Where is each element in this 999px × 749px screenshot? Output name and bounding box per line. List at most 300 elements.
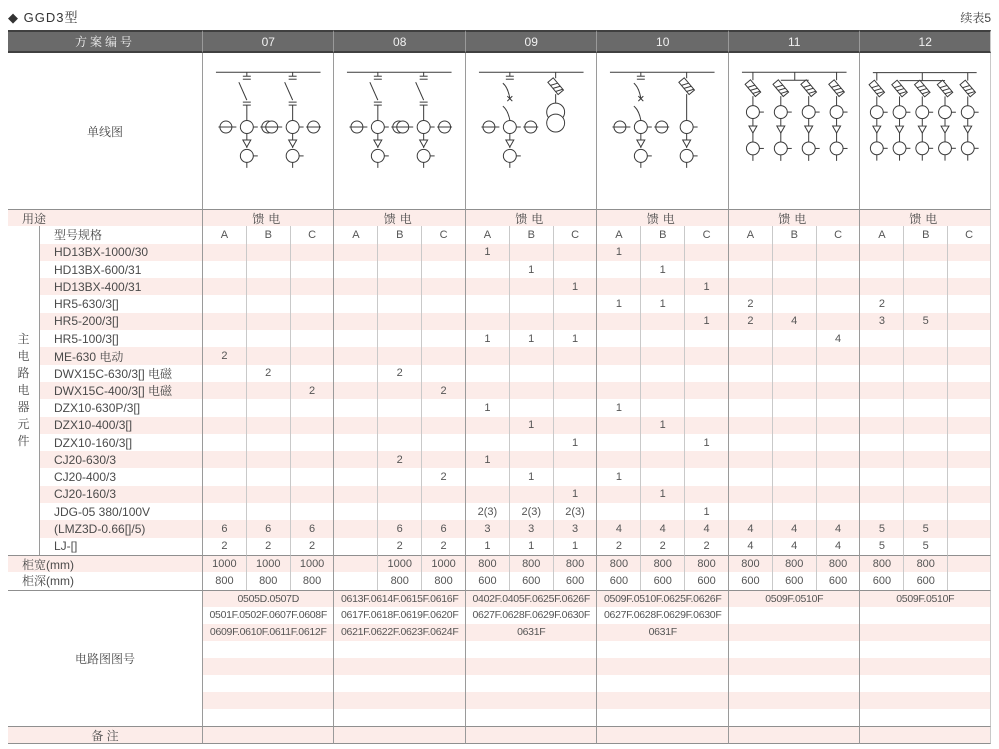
subcol-header-B: B xyxy=(246,226,290,243)
value-cell xyxy=(859,451,903,468)
value-cell xyxy=(202,503,246,520)
value-cell xyxy=(465,486,509,503)
value-cell xyxy=(290,347,334,364)
value-cell: 2 xyxy=(290,382,334,399)
value-cell xyxy=(377,313,421,330)
value-cell xyxy=(728,261,772,278)
value-cell xyxy=(333,313,377,330)
value-cell xyxy=(421,330,465,347)
circuit-number-cell xyxy=(465,641,597,658)
value-cell xyxy=(816,244,860,261)
value-cell xyxy=(377,382,421,399)
value-cell xyxy=(421,417,465,434)
value-cell xyxy=(553,347,597,364)
scheme-header-08: 08 xyxy=(333,30,465,53)
value-cell xyxy=(903,382,947,399)
value-cell xyxy=(903,417,947,434)
size-value-cell: 600 xyxy=(859,572,903,589)
value-cell xyxy=(903,468,947,485)
size-value-cell: 1000 xyxy=(246,555,290,572)
subcol-header-B: B xyxy=(377,226,421,243)
size-value-cell: 800 xyxy=(290,572,334,589)
value-cell xyxy=(333,261,377,278)
component-row-label: DZX10-630P/3[] xyxy=(54,400,141,415)
remark-cell xyxy=(596,726,728,744)
value-cell: 1 xyxy=(509,330,553,347)
value-cell xyxy=(816,399,860,416)
value-cell: 2 xyxy=(202,347,246,364)
value-cell: 1 xyxy=(553,434,597,451)
value-cell xyxy=(246,399,290,416)
value-cell xyxy=(596,313,640,330)
value-cell xyxy=(684,417,728,434)
component-row-label: HD13BX-400/31 xyxy=(40,278,202,295)
value-cell xyxy=(553,468,597,485)
value-cell xyxy=(816,295,860,312)
value-cell xyxy=(728,434,772,451)
value-cell xyxy=(421,313,465,330)
circuit-number-cell xyxy=(728,624,860,641)
value-cell xyxy=(728,486,772,503)
subcol-header-C: C xyxy=(553,226,597,243)
value-cell: 2(3) xyxy=(465,503,509,520)
value-cell xyxy=(596,417,640,434)
circuit-number-cell xyxy=(333,641,465,658)
subcol-header-B: B xyxy=(509,226,553,243)
value-cell xyxy=(333,468,377,485)
value-cell xyxy=(377,434,421,451)
circuit-number-cell xyxy=(596,658,728,675)
value-cell: 1 xyxy=(640,261,684,278)
usage-value: 馈电 xyxy=(596,209,728,226)
value-cell xyxy=(684,399,728,416)
value-cell: 4 xyxy=(640,520,684,537)
value-cell: 2 xyxy=(640,538,684,555)
size-value-cell: 800 xyxy=(903,555,947,572)
value-cell xyxy=(596,382,640,399)
value-cell: 1 xyxy=(465,244,509,261)
value-cell xyxy=(728,278,772,295)
remark-cell xyxy=(202,726,333,744)
size-value-cell: 800 xyxy=(684,555,728,572)
size-value-cell: 800 xyxy=(202,572,246,589)
value-cell: 2 xyxy=(684,538,728,555)
value-cell xyxy=(333,347,377,364)
value-cell xyxy=(640,278,684,295)
value-cell xyxy=(816,347,860,364)
value-cell xyxy=(377,399,421,416)
value-cell xyxy=(947,278,991,295)
subcol-header-A: A xyxy=(465,226,509,243)
value-cell xyxy=(816,468,860,485)
value-cell: 1 xyxy=(509,468,553,485)
circuit-number-cell xyxy=(859,624,991,641)
value-cell xyxy=(728,451,772,468)
value-cell xyxy=(772,330,816,347)
value-cell xyxy=(333,520,377,537)
value-cell xyxy=(333,486,377,503)
circuit-number-cell xyxy=(728,641,860,658)
single-line-diagram-11 xyxy=(728,53,860,209)
value-cell xyxy=(640,347,684,364)
circuit-number-cell xyxy=(202,641,333,658)
value-cell xyxy=(596,451,640,468)
value-cell xyxy=(377,261,421,278)
component-row-label: HD13BX-600/31 xyxy=(54,262,142,277)
value-cell xyxy=(640,399,684,416)
value-cell xyxy=(202,278,246,295)
value-cell: 1 xyxy=(553,278,597,295)
value-cell xyxy=(816,451,860,468)
value-cell xyxy=(421,486,465,503)
value-cell: 1 xyxy=(509,538,553,555)
value-cell xyxy=(596,503,640,520)
circuit-number-cell xyxy=(333,658,465,675)
value-cell xyxy=(728,244,772,261)
value-cell xyxy=(947,486,991,503)
value-cell xyxy=(640,330,684,347)
usage-value: 馈电 xyxy=(859,209,991,226)
single-line-diagram-label: 单线图 xyxy=(86,124,123,139)
value-cell xyxy=(684,382,728,399)
value-cell: 4 xyxy=(816,520,860,537)
value-cell xyxy=(553,244,597,261)
scheme-header-07: 07 xyxy=(202,30,333,53)
value-cell xyxy=(290,365,334,382)
continuation-label: 续表5 xyxy=(960,11,991,25)
value-cell xyxy=(465,347,509,364)
circuit-number-cell xyxy=(596,709,728,726)
value-cell: 1 xyxy=(596,399,640,416)
value-cell xyxy=(640,382,684,399)
circuit-number-cell: 0631F xyxy=(465,624,597,641)
value-cell xyxy=(859,468,903,485)
value-cell xyxy=(377,244,421,261)
circuit-number-cell xyxy=(202,692,333,709)
value-cell xyxy=(509,244,553,261)
value-cell xyxy=(947,434,991,451)
single-line-diagram-08 xyxy=(333,53,465,209)
value-cell xyxy=(859,486,903,503)
value-cell xyxy=(903,486,947,503)
value-cell xyxy=(553,261,597,278)
circuit-number-cell xyxy=(728,709,860,726)
size-value-cell: 600 xyxy=(509,572,553,589)
value-cell xyxy=(947,365,991,382)
spec-header-label: 型号规格 xyxy=(54,228,103,243)
value-cell xyxy=(772,365,816,382)
value-cell xyxy=(509,278,553,295)
size-value-cell: 600 xyxy=(465,572,509,589)
size-value-cell: 800 xyxy=(728,555,772,572)
value-cell: 1 xyxy=(465,538,509,555)
value-cell xyxy=(772,347,816,364)
value-cell xyxy=(421,244,465,261)
value-cell xyxy=(333,278,377,295)
value-cell xyxy=(290,486,334,503)
value-cell xyxy=(772,434,816,451)
size-value-cell xyxy=(947,572,991,589)
value-cell xyxy=(202,486,246,503)
circuit-number-cell xyxy=(333,675,465,692)
value-cell xyxy=(290,244,334,261)
value-cell: 2(3) xyxy=(553,503,597,520)
value-cell: 2 xyxy=(859,295,903,312)
size-row-label: 柜深(mm) xyxy=(22,574,74,589)
circuit-number-cell: 0609F.0610F.0611F.0612F xyxy=(202,624,333,641)
value-cell xyxy=(377,295,421,312)
value-cell xyxy=(202,244,246,261)
value-cell xyxy=(465,313,509,330)
size-value-cell xyxy=(333,555,377,572)
value-cell xyxy=(377,347,421,364)
value-cell xyxy=(246,244,290,261)
value-cell: 6 xyxy=(290,520,334,537)
value-cell: 2 xyxy=(728,313,772,330)
value-cell xyxy=(859,434,903,451)
value-cell xyxy=(333,330,377,347)
subcol-header-C: C xyxy=(290,226,334,243)
size-value-cell: 600 xyxy=(553,572,597,589)
circuit-number-cell xyxy=(596,641,728,658)
value-cell xyxy=(333,417,377,434)
size-value-cell: 1000 xyxy=(421,555,465,572)
circuit-number-cell: 0627F.0628F.0629F.0630F xyxy=(465,607,597,624)
usage-value: 馈电 xyxy=(465,209,597,226)
value-cell: 1 xyxy=(640,295,684,312)
circuit-number-cell xyxy=(333,692,465,709)
component-row-label: HR5-630/3[] xyxy=(54,297,119,312)
value-cell xyxy=(377,278,421,295)
value-cell: 1 xyxy=(684,503,728,520)
value-cell: 4 xyxy=(772,313,816,330)
value-cell xyxy=(202,468,246,485)
value-cell: 1 xyxy=(553,538,597,555)
value-cell: 6 xyxy=(377,520,421,537)
value-cell xyxy=(903,451,947,468)
circuit-diagram-number-label: 电路图图号 xyxy=(8,590,202,727)
value-cell: 4 xyxy=(596,520,640,537)
remark-cell xyxy=(333,726,465,744)
value-cell: 5 xyxy=(903,313,947,330)
subcol-header-A: A xyxy=(202,226,246,243)
value-cell xyxy=(903,347,947,364)
value-cell xyxy=(202,295,246,312)
value-cell: 2 xyxy=(421,538,465,555)
size-value-cell: 600 xyxy=(728,572,772,589)
size-value-cell: 800 xyxy=(859,555,903,572)
value-cell: 2(3) xyxy=(509,503,553,520)
circuit-number-cell xyxy=(465,692,597,709)
value-cell xyxy=(246,278,290,295)
value-cell xyxy=(421,278,465,295)
value-cell xyxy=(509,295,553,312)
value-cell xyxy=(596,434,640,451)
circuit-number-cell: 0501F.0502F.0607F.0608F xyxy=(202,607,333,624)
value-cell xyxy=(947,468,991,485)
value-cell xyxy=(728,417,772,434)
component-row-label: (LMZ3D-0.66[]/5) xyxy=(40,520,202,537)
value-cell xyxy=(640,503,684,520)
value-cell xyxy=(640,434,684,451)
value-cell: 4 xyxy=(772,538,816,555)
value-cell xyxy=(202,313,246,330)
value-cell: 1 xyxy=(640,417,684,434)
value-cell xyxy=(553,451,597,468)
value-cell: 4 xyxy=(772,520,816,537)
component-row-label: CJ20-400/3 xyxy=(54,470,117,485)
component-row-label: LJ-[] xyxy=(54,539,78,554)
value-cell xyxy=(816,434,860,451)
value-cell xyxy=(859,261,903,278)
value-cell xyxy=(377,330,421,347)
title-bar xyxy=(0,0,999,30)
value-cell: 5 xyxy=(859,520,903,537)
circuit-number-cell: 0509F.0510F xyxy=(859,590,991,607)
subcol-header-C: C xyxy=(684,226,728,243)
circuit-number-cell: 0613F.0614F.0615F.0616F xyxy=(333,590,465,607)
circuit-number-cell xyxy=(465,675,597,692)
value-cell xyxy=(903,244,947,261)
value-cell xyxy=(290,451,334,468)
component-row-label: DZX10-400/3[] xyxy=(40,417,202,434)
size-value-cell: 600 xyxy=(596,572,640,589)
value-cell xyxy=(816,365,860,382)
value-cell: 1 xyxy=(684,434,728,451)
value-cell: 4 xyxy=(816,330,860,347)
value-cell: 1 xyxy=(640,486,684,503)
value-cell xyxy=(246,468,290,485)
circuit-number-cell xyxy=(728,607,860,624)
size-value-cell: 800 xyxy=(421,572,465,589)
component-row-label: CJ20-630/3 xyxy=(40,451,202,468)
value-cell xyxy=(465,382,509,399)
value-cell xyxy=(859,417,903,434)
subcol-header-A: A xyxy=(728,226,772,243)
value-cell xyxy=(816,278,860,295)
size-value-cell: 600 xyxy=(816,572,860,589)
size-value-cell: 1000 xyxy=(202,555,246,572)
value-cell xyxy=(947,244,991,261)
value-cell xyxy=(553,382,597,399)
value-cell xyxy=(290,503,334,520)
value-cell xyxy=(553,295,597,312)
value-cell: 6 xyxy=(421,520,465,537)
value-cell xyxy=(509,313,553,330)
single-line-diagram-10 xyxy=(596,53,728,209)
value-cell xyxy=(859,278,903,295)
value-cell xyxy=(684,244,728,261)
size-value-cell: 800 xyxy=(246,572,290,589)
subcol-header-B: B xyxy=(640,226,684,243)
value-cell xyxy=(509,365,553,382)
value-cell xyxy=(290,330,334,347)
value-cell xyxy=(684,486,728,503)
value-cell xyxy=(246,313,290,330)
value-cell xyxy=(246,451,290,468)
value-cell xyxy=(947,347,991,364)
value-cell xyxy=(772,278,816,295)
value-cell: 4 xyxy=(684,520,728,537)
value-cell xyxy=(246,417,290,434)
value-cell xyxy=(246,347,290,364)
value-cell xyxy=(772,399,816,416)
remark-cell xyxy=(859,726,991,744)
value-cell xyxy=(290,313,334,330)
value-cell: 2 xyxy=(202,538,246,555)
subcol-header-A: A xyxy=(859,226,903,243)
circuit-number-cell: 0631F xyxy=(596,624,728,641)
value-cell: 2 xyxy=(377,538,421,555)
subcol-header-C: C xyxy=(947,226,991,243)
value-cell xyxy=(859,244,903,261)
value-cell xyxy=(947,313,991,330)
value-cell xyxy=(333,244,377,261)
value-cell xyxy=(640,313,684,330)
value-cell xyxy=(728,382,772,399)
value-cell: 2 xyxy=(728,295,772,312)
value-cell: 3 xyxy=(509,520,553,537)
component-row-label: JDG-05 380/100V xyxy=(54,504,151,519)
value-cell xyxy=(684,347,728,364)
circuit-number-cell xyxy=(728,692,860,709)
value-cell: 1 xyxy=(509,261,553,278)
value-cell xyxy=(465,417,509,434)
value-cell xyxy=(333,382,377,399)
value-cell xyxy=(421,295,465,312)
value-cell xyxy=(903,399,947,416)
value-cell xyxy=(333,434,377,451)
value-cell xyxy=(859,330,903,347)
value-cell xyxy=(684,365,728,382)
circuit-number-cell xyxy=(465,658,597,675)
size-value-cell: 800 xyxy=(640,555,684,572)
value-cell xyxy=(290,278,334,295)
value-cell xyxy=(333,451,377,468)
value-cell xyxy=(772,451,816,468)
value-cell: 1 xyxy=(596,468,640,485)
value-cell xyxy=(333,538,377,555)
size-value-cell: 800 xyxy=(509,555,553,572)
single-line-diagram-12 xyxy=(859,53,991,209)
value-cell: 2 xyxy=(290,538,334,555)
value-cell xyxy=(465,365,509,382)
value-cell xyxy=(816,417,860,434)
value-cell xyxy=(684,330,728,347)
value-cell xyxy=(772,295,816,312)
value-cell: 1 xyxy=(684,313,728,330)
circuit-number-cell xyxy=(333,709,465,726)
value-cell: 5 xyxy=(859,538,903,555)
circuit-number-cell: 0509F.0510F xyxy=(728,590,860,607)
value-cell xyxy=(903,503,947,520)
value-cell xyxy=(596,330,640,347)
value-cell xyxy=(333,295,377,312)
value-cell xyxy=(684,468,728,485)
value-cell xyxy=(509,382,553,399)
remark-cell xyxy=(728,726,860,744)
size-value-cell: 800 xyxy=(772,555,816,572)
spec-table xyxy=(8,30,991,744)
usage-value: 馈电 xyxy=(728,209,860,226)
value-cell xyxy=(509,451,553,468)
size-value-cell: 800 xyxy=(377,572,421,589)
value-cell xyxy=(290,468,334,485)
value-cell xyxy=(596,278,640,295)
component-row-label: DWX15C-400/3[] 电磁 xyxy=(40,382,202,399)
value-cell: 6 xyxy=(246,520,290,537)
size-value-cell: 1000 xyxy=(377,555,421,572)
